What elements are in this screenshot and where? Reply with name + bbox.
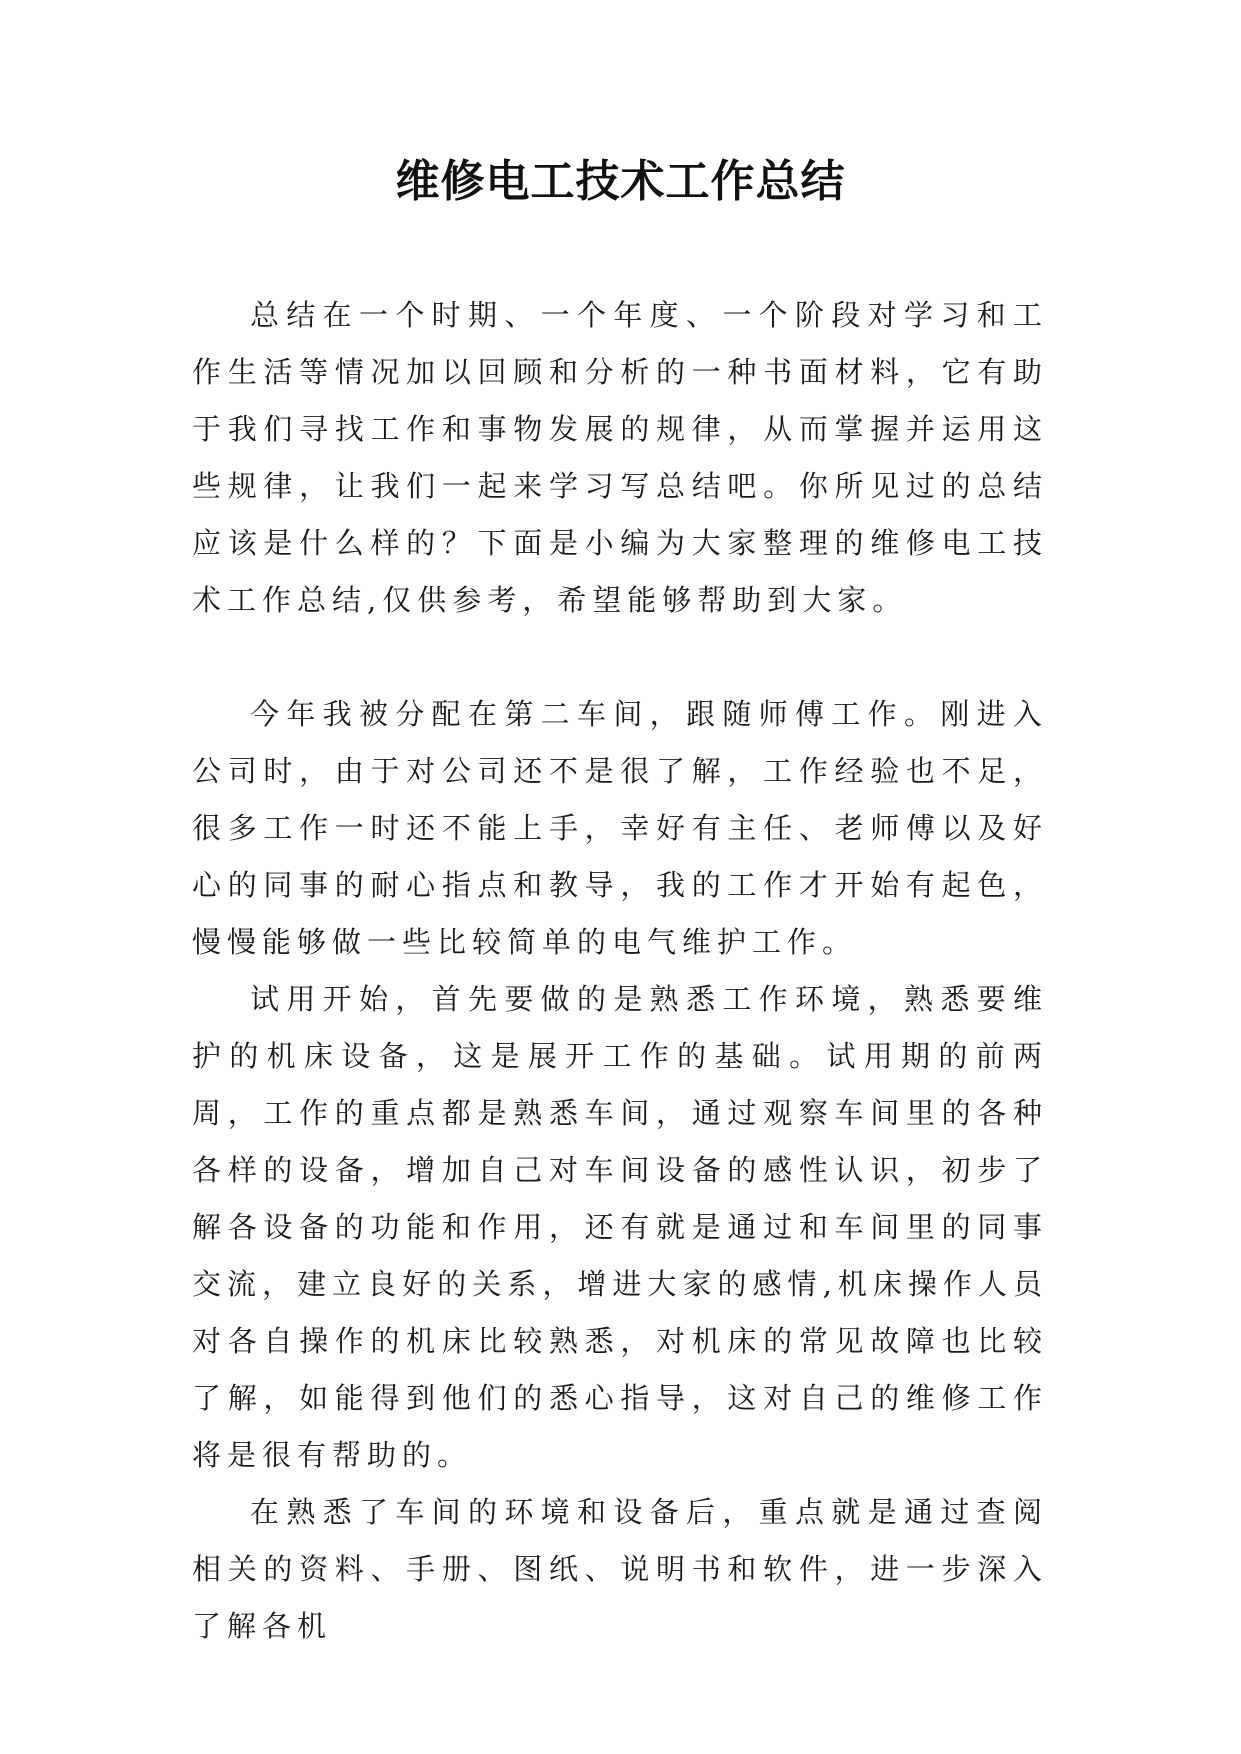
document-title: 维修电工技术工作总结 — [395, 156, 846, 207]
paragraph-intro: 总结在一个时期、一个年度、一个阶段对学习和工作生活等情况加以回顾和分析的一种书面材料，它有助于我们寻找工作和事物发展的规律，从而掌握并运用这些规律，让我们一起来学习写总结吧。你所见过的总结应该是什么样的？下面是小编为大家整理的维修电工技术工作总结,仅供参考，希望能够帮助到大家。 — [192, 298, 1048, 617]
paragraph-assignment: 今年我被分配在第二车间，跟随师傅工作。刚进入公司时，由于对公司还不是很了解，工作经验也不足，很多工作一时还不能上手，幸好有主任、老师傅以及好心的同事的耐心指点和教导，我的工作才开始有起色，慢慢能够做一些比较简单的电气维护工作。 — [192, 697, 1048, 959]
paragraph-study-materials: 在熟悉了车间的环境和设备后，重点就是通过查阅相关的资料、手册、图纸、说明书和软件，进一步深入了解各机 — [192, 1495, 1048, 1643]
paragraph-trial-start: 试用开始，首先要做的是熟悉工作环境，熟悉要维护的机床设备，这是展开工作的基础。试用期的前两周，工作的重点都是熟悉车间，通过观察车间里的各种各样的设备，增加自己对车间设备的感性认识，初步了解各设备的功能和作用，还有就是通过和车间里的同事交流，建立良好的关系，增进大家的感情,机床操作人员对各自操作的机床比较熟悉，对机床的常见故障也比较了解，如能得到他们的悉心指导，这对自己的维修工作将是很有帮助的。 — [192, 982, 1048, 1472]
document-body — [192, 287, 1048, 1655]
